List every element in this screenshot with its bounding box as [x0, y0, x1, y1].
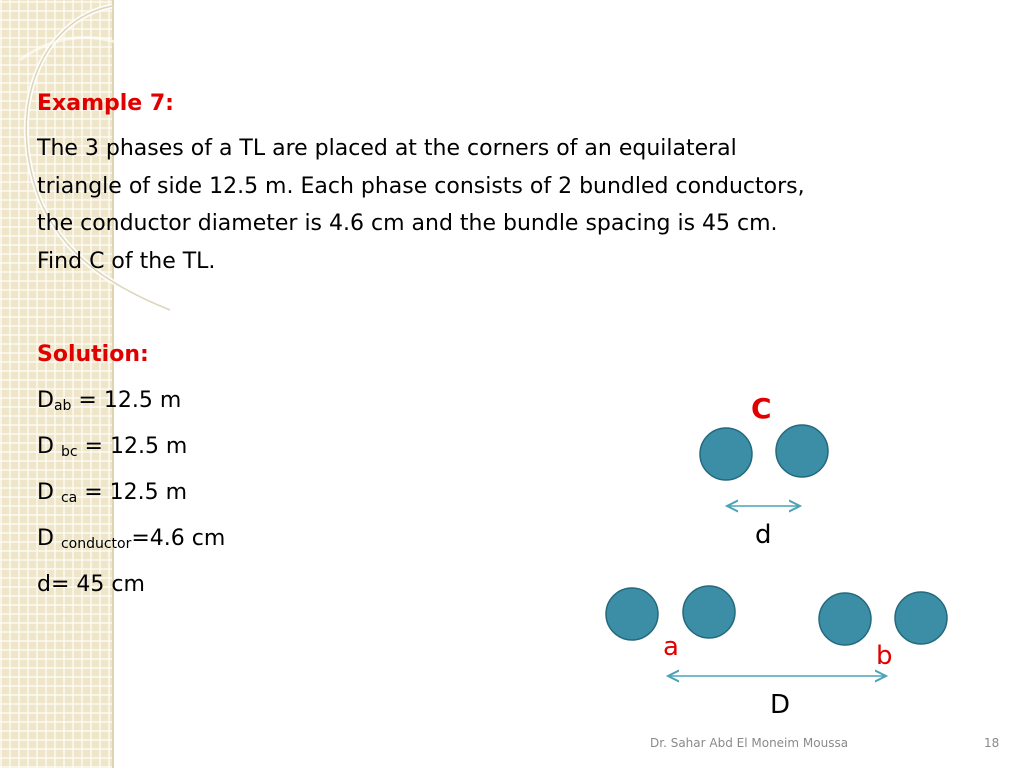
problem-line-1: The 3 phases of a TL are placed at the corners of an equilateral — [37, 136, 737, 161]
problem-line-2: triangle of side 12.5 m. Each phase consists of 2 bundled conductors, — [37, 173, 805, 199]
page-number: 18 — [984, 736, 1000, 750]
conductor-a2 — [683, 586, 735, 638]
bundle-spacing-label: d — [755, 520, 772, 550]
footer-author: Dr. Sahar Abd El Moneim Moussa — [650, 736, 849, 750]
given-dbc: D $_{bc}$ = 12.5 m — [37, 434, 188, 460]
given-dca: D $_{ca}$ = 12.5 m — [37, 480, 188, 506]
conductor-c1 — [700, 428, 752, 480]
phase-c-label: C — [751, 392, 772, 425]
solution-heading: Solution: — [37, 342, 149, 367]
conductor-c2 — [776, 425, 828, 477]
phase-spacing-label: D — [770, 690, 791, 720]
phase-a-label: a — [663, 632, 679, 662]
phase-b-label: b — [876, 641, 893, 671]
conductor-b2 — [895, 592, 947, 644]
given-dab: $D_{ab} = 12.5$ m — [37, 388, 182, 414]
problem-line-3: the conductor diameter is 4.6 cm and the bundle spacing is 45 cm. — [37, 211, 778, 236]
given-spacing: d= 45 cm — [37, 572, 145, 597]
example-heading: Example 7: — [37, 91, 174, 116]
problem-line-4: Find C of the TL. — [37, 248, 216, 274]
conductor-b1 — [819, 593, 871, 645]
conductor-a1 — [606, 588, 658, 640]
given-dconductor: D $_{conductor}$=4.6 cm — [37, 526, 226, 552]
